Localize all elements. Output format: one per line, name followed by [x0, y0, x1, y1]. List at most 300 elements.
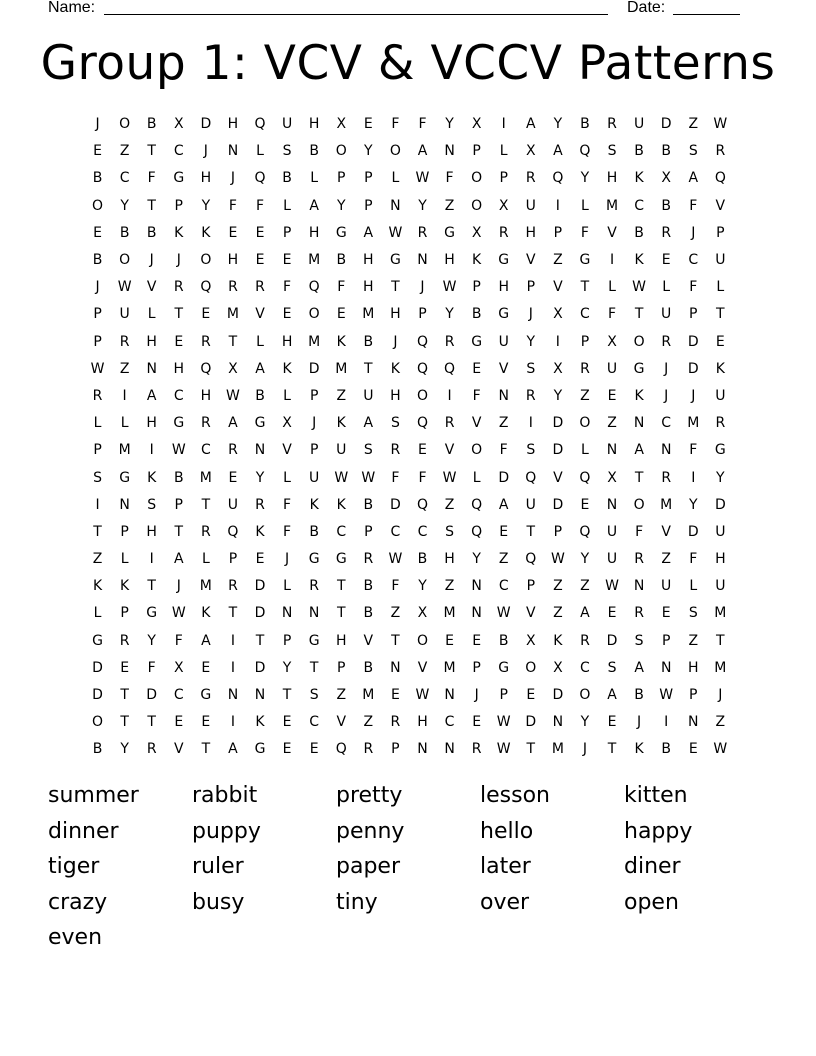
grid-letter: W [496, 605, 511, 622]
grid-letter: Q [579, 469, 591, 486]
grid-letter: N [417, 741, 428, 758]
grid-letter: Q [471, 496, 483, 513]
grid-letter: H [390, 306, 401, 323]
grid-letter: R [417, 224, 428, 241]
grid-letter: G [254, 741, 266, 758]
grid-letter: T [201, 741, 211, 758]
grid-letter: V [363, 632, 374, 649]
grid-letter: D [660, 116, 672, 133]
grid-letter: A [553, 143, 563, 160]
grid-letter: T [336, 578, 346, 595]
grid-letter: B [634, 224, 644, 241]
grid-letter: R [200, 333, 211, 350]
grid-letter: L [120, 551, 129, 568]
grid-letter: Y [580, 714, 590, 731]
grid-letter: W [388, 551, 403, 568]
grid-letter: D [92, 687, 103, 704]
grid-letter: N [227, 143, 239, 160]
grid-letter: P [553, 224, 563, 241]
grid-letter: V [607, 224, 617, 241]
grid-letter: I [501, 116, 506, 133]
grid-letter: M [199, 469, 212, 486]
grid-letter: N [688, 714, 699, 731]
grid-letter: U [498, 333, 509, 350]
grid-letter: C [390, 523, 401, 540]
grid-letter: P [553, 523, 563, 540]
grid-letter: H [227, 252, 239, 269]
grid-letter: L [283, 469, 291, 486]
grid-letter: A [309, 197, 319, 214]
grid-letter: Y [716, 469, 725, 486]
grid-letter: J [528, 306, 533, 323]
grid-letter: B [146, 224, 157, 241]
grid-letter: U [227, 496, 239, 513]
grid-letter: D [552, 415, 564, 432]
grid-letter: N [390, 197, 401, 214]
grid-letter: N [633, 415, 645, 432]
grid-letter: S [526, 442, 536, 459]
grid-letter: F [228, 197, 237, 214]
grid-letter: R [228, 442, 238, 459]
grid-letter: L [283, 387, 291, 404]
grid-letter: R [525, 387, 536, 404]
grid-letter: W [632, 279, 647, 296]
grid-letter: S [93, 469, 102, 486]
word-list-item: diner [624, 854, 681, 880]
grid-letter: K [715, 360, 725, 377]
grid-letter: C [173, 387, 184, 404]
grid-letter: H [363, 252, 374, 269]
grid-row [84, 220, 734, 247]
grid-letter: N [281, 605, 293, 622]
grid-letter: G [335, 224, 347, 241]
grid-letter: P [309, 387, 319, 404]
grid-row [84, 329, 734, 356]
grid-letter: Z [336, 387, 347, 404]
grid-letter: E [607, 387, 617, 404]
grid-letter: N [552, 714, 564, 731]
grid-letter: Y [445, 306, 454, 323]
grid-row [84, 682, 734, 709]
grid-letter: S [607, 659, 617, 676]
grid-letter: F [391, 116, 400, 133]
grid-letter: D [254, 578, 266, 595]
grid-letter: P [472, 143, 481, 160]
grid-row [84, 573, 734, 600]
grid-letter: O [92, 714, 104, 731]
grid-letter: I [95, 496, 100, 513]
grid-letter: J [230, 170, 235, 187]
grid-letter: Z [580, 387, 590, 404]
grid-letter: H [308, 116, 320, 133]
grid-letter: T [282, 687, 292, 704]
name-label: Name: [48, 0, 96, 16]
grid-letter: E [688, 741, 698, 758]
grid-letter: Z [688, 116, 699, 133]
grid-letter: V [661, 523, 671, 540]
grid-letter: N [633, 578, 645, 595]
grid-letter: K [336, 333, 346, 350]
grid-letter: O [119, 252, 131, 269]
grid-letter: E [336, 306, 346, 323]
grid-letter: G [335, 551, 347, 568]
grid-letter: C [200, 442, 211, 459]
grid-letter: R [173, 279, 184, 296]
grid-letter: X [417, 605, 428, 622]
grid-letter: G [173, 170, 185, 187]
grid-letter: Y [255, 469, 265, 486]
grid-letter: J [285, 551, 290, 568]
grid-letter: A [173, 551, 184, 568]
grid-letter: I [149, 442, 154, 459]
grid-letter: F [689, 551, 698, 568]
grid-letter: R [200, 523, 211, 540]
grid-letter: V [417, 659, 428, 676]
grid-letter: V [715, 197, 726, 214]
grid-letter: U [281, 116, 293, 133]
grid-letter: D [254, 659, 266, 676]
grid-letter: X [471, 116, 482, 133]
grid-letter: F [580, 224, 589, 241]
grid-letter: F [283, 496, 292, 513]
grid-letter: N [254, 687, 266, 704]
page-title: Group 1: VCV & VCCV Patterns [40, 36, 776, 91]
grid-letter: P [337, 659, 346, 676]
grid-letter: E [93, 224, 102, 241]
grid-letter: C [444, 714, 455, 731]
grid-letter: T [120, 687, 129, 704]
grid-letter: P [526, 279, 536, 296]
grid-letter: W [171, 605, 186, 622]
grid-letter: F [283, 279, 292, 296]
grid-letter: E [255, 252, 265, 269]
grid-letter: F [255, 197, 265, 214]
grid-row [84, 628, 734, 655]
grid-letter: E [120, 659, 130, 676]
grid-letter: P [364, 523, 373, 540]
grid-letter: O [471, 170, 483, 187]
grid-row [84, 437, 734, 464]
grid-letter: A [498, 496, 509, 513]
grid-letter: B [282, 170, 292, 187]
grid-letter: D [200, 116, 212, 133]
grid-letter: S [688, 605, 698, 622]
grid-letter: A [580, 605, 590, 622]
grid-letter: A [417, 143, 428, 160]
date-blank-line [673, 14, 740, 15]
grid-letter: D [390, 496, 401, 513]
grid-letter: W [496, 741, 511, 758]
grid-letter: R [607, 116, 617, 133]
grid-letter: X [661, 170, 671, 187]
grid-letter: A [526, 116, 536, 133]
grid-letter: J [664, 360, 669, 377]
grid-letter: U [715, 252, 726, 269]
grid-letter: N [119, 496, 130, 513]
grid-letter: Y [580, 551, 590, 568]
grid-letter: S [607, 143, 617, 160]
grid-letter: F [147, 170, 156, 187]
grid-letter: Z [688, 632, 699, 649]
grid-letter: D [687, 523, 699, 540]
grid-letter: V [471, 415, 482, 432]
grid-letter: V [553, 279, 563, 296]
grid-letter: R [580, 632, 590, 649]
grid-letter: G [714, 442, 726, 459]
grid-letter: P [174, 496, 183, 513]
grid-letter: S [282, 143, 292, 160]
grid-letter: E [472, 360, 482, 377]
grid-letter: R [634, 551, 644, 568]
grid-letter: Q [200, 279, 212, 296]
grid-letter: T [147, 197, 156, 214]
word-list-item: crazy [48, 889, 108, 915]
grid-letter: J [718, 687, 723, 704]
grid-letter: T [336, 605, 346, 622]
grid-letter: W [90, 360, 105, 377]
grid-letter: G [633, 360, 645, 377]
grid-row [84, 138, 734, 165]
grid-letter: M [362, 687, 375, 704]
grid-letter: H [525, 224, 537, 241]
grid-letter: H [281, 333, 293, 350]
grid-letter: U [606, 551, 618, 568]
grid-letter: D [687, 333, 699, 350]
grid-letter: J [582, 741, 588, 758]
grid-letter: Z [444, 197, 455, 214]
grid-letter: E [282, 741, 292, 758]
grid-letter: L [472, 469, 481, 486]
grid-letter: H [200, 387, 212, 404]
grid-letter: Z [363, 714, 374, 731]
grid-letter: B [661, 197, 671, 214]
grid-row [84, 600, 734, 627]
grid-letter: L [283, 197, 291, 214]
grid-letter: M [443, 605, 456, 622]
grid-letter: W [171, 442, 186, 459]
word-list-item: rabbit [192, 783, 258, 808]
name-blank-line [104, 14, 608, 15]
grid-letter: S [309, 687, 319, 704]
grid-letter: R [390, 442, 401, 459]
grid-letter: O [633, 333, 645, 350]
grid-letter: K [174, 224, 184, 241]
grid-letter: P [93, 306, 102, 323]
grid-letter: Q [525, 469, 537, 486]
grid-letter: J [637, 714, 642, 731]
grid-letter: N [660, 659, 672, 676]
grid-letter: M [226, 306, 239, 323]
grid-letter: P [309, 442, 319, 459]
grid-letter: U [336, 442, 347, 459]
grid-letter: M [714, 659, 727, 676]
grid-letter: Q [416, 333, 428, 350]
grid-letter: U [633, 116, 645, 133]
word-list-item: puppy [192, 818, 261, 844]
grid-letter: Y [418, 578, 427, 595]
grid-letter: F [418, 469, 427, 486]
grid-letter: C [498, 578, 509, 595]
grid-row [84, 709, 734, 736]
grid-letter: R [444, 333, 455, 350]
grid-letter: K [336, 496, 346, 513]
grid-letter: M [605, 197, 619, 214]
grid-letter: A [634, 442, 644, 459]
grid-letter: E [607, 714, 617, 731]
grid-letter: U [363, 387, 374, 404]
grid-letter: V [282, 442, 292, 459]
grid-letter: D [552, 442, 564, 459]
grid-letter: L [256, 333, 264, 350]
grid-letter: A [363, 415, 374, 432]
grid-letter: L [283, 578, 291, 595]
grid-letter: K [336, 415, 346, 432]
grid-letter: Y [526, 333, 536, 350]
grid-letter: A [146, 387, 157, 404]
grid-letter: E [580, 496, 590, 513]
grid-letter: P [282, 632, 292, 649]
grid-letter: X [553, 659, 563, 676]
word-list-item: busy [192, 889, 245, 915]
grid-letter: W [713, 116, 728, 133]
grid-letter: T [634, 306, 644, 323]
grid-letter: U [119, 306, 130, 323]
grid-letter: F [174, 632, 183, 649]
grid-letter: Y [120, 741, 129, 758]
grid-letter: B [363, 605, 374, 622]
grid-letter: M [551, 741, 564, 758]
grid-letter: R [580, 360, 590, 377]
grid-letter: U [661, 306, 672, 323]
grid-letter: E [228, 224, 238, 241]
grid-letter: Q [579, 523, 591, 540]
grid-letter: C [309, 714, 320, 731]
grid-letter: G [92, 632, 103, 649]
grid-letter: L [310, 170, 319, 187]
grid-letter: D [552, 496, 564, 513]
grid-letter: Z [444, 578, 455, 595]
grid-letter: T [526, 523, 536, 540]
grid-letter: V [526, 605, 536, 622]
grid-letter: Q [308, 279, 320, 296]
grid-letter: G [173, 415, 185, 432]
grid-letter: V [498, 360, 509, 377]
grid-letter: P [716, 224, 725, 241]
grid-letter: Y [445, 116, 454, 133]
grid-letter: R [661, 224, 672, 241]
grid-letter: F [391, 469, 400, 486]
grid-letter: I [230, 632, 235, 649]
grid-letter: T [120, 714, 129, 731]
grid-letter: Z [553, 578, 563, 595]
word-list-item: happy [624, 818, 693, 844]
grid-letter: K [553, 632, 563, 649]
grid-letter: E [255, 551, 265, 568]
grid-letter: D [606, 632, 618, 649]
grid-letter: F [472, 387, 481, 404]
grid-row [84, 492, 734, 519]
grid-letter: L [499, 143, 508, 160]
grid-letter: E [228, 469, 238, 486]
grid-letter: K [255, 523, 265, 540]
grid-letter: K [255, 714, 265, 731]
grid-letter: E [661, 252, 671, 269]
grid-letter: R [444, 415, 455, 432]
grid-letter: P [689, 687, 698, 704]
grid-letter: T [147, 714, 156, 731]
grid-letter: J [176, 578, 181, 595]
grid-letter: J [420, 279, 425, 296]
grid-letter: B [173, 469, 184, 486]
grid-letter: T [526, 741, 536, 758]
word-list-item: kitten [624, 783, 688, 808]
grid-letter: O [92, 197, 104, 214]
grid-letter: W [361, 469, 376, 486]
word-list-item: tiger [48, 854, 100, 880]
grid-letter: C [688, 252, 699, 269]
grid-letter: G [579, 252, 591, 269]
grid-letter: B [363, 578, 374, 595]
grid-letter: R [200, 415, 211, 432]
grid-letter: G [200, 687, 212, 704]
grid-letter: H [444, 252, 455, 269]
grid-letter: R [715, 415, 726, 432]
grid-letter: I [230, 659, 235, 676]
grid-letter: P [580, 333, 590, 350]
grid-letter: W [442, 279, 457, 296]
grid-letter: S [363, 442, 373, 459]
grid-letter: U [715, 387, 726, 404]
grid-letter: O [525, 659, 537, 676]
grid-letter: P [337, 170, 346, 187]
grid-row [84, 410, 734, 437]
word-search-grid [84, 111, 734, 764]
grid-letter: F [418, 116, 427, 133]
grid-letter: R [661, 469, 672, 486]
grid-letter: Y [282, 659, 292, 676]
grid-letter: W [334, 469, 349, 486]
grid-letter: V [255, 306, 265, 323]
grid-letter: S [147, 496, 157, 513]
grid-letter: I [691, 469, 696, 486]
grid-letter: P [228, 551, 238, 568]
grid-letter: J [203, 143, 208, 160]
grid-letter: X [607, 469, 617, 486]
grid-letter: G [308, 632, 320, 649]
grid-letter: H [498, 279, 509, 296]
word-list-item: dinner [48, 818, 119, 844]
grid-letter: B [309, 523, 319, 540]
grid-letter: R [228, 279, 238, 296]
grid-letter: X [553, 360, 563, 377]
grid-letter: D [308, 360, 320, 377]
grid-letter: M [308, 333, 321, 350]
grid-letter: N [444, 143, 455, 160]
grid-letter: R [119, 632, 130, 649]
grid-letter: E [201, 714, 211, 731]
grid-letter: N [444, 741, 455, 758]
grid-letter: O [579, 687, 591, 704]
grid-letter: Z [498, 551, 509, 568]
grid-letter: F [607, 306, 617, 323]
grid-letter: J [664, 387, 669, 404]
grid-letter: L [689, 578, 698, 595]
grid-letter: R [715, 143, 726, 160]
grid-letter: M [687, 415, 700, 432]
grid-letter: B [92, 252, 103, 269]
grid-letter: E [418, 442, 427, 459]
grid-letter: Z [607, 415, 617, 432]
